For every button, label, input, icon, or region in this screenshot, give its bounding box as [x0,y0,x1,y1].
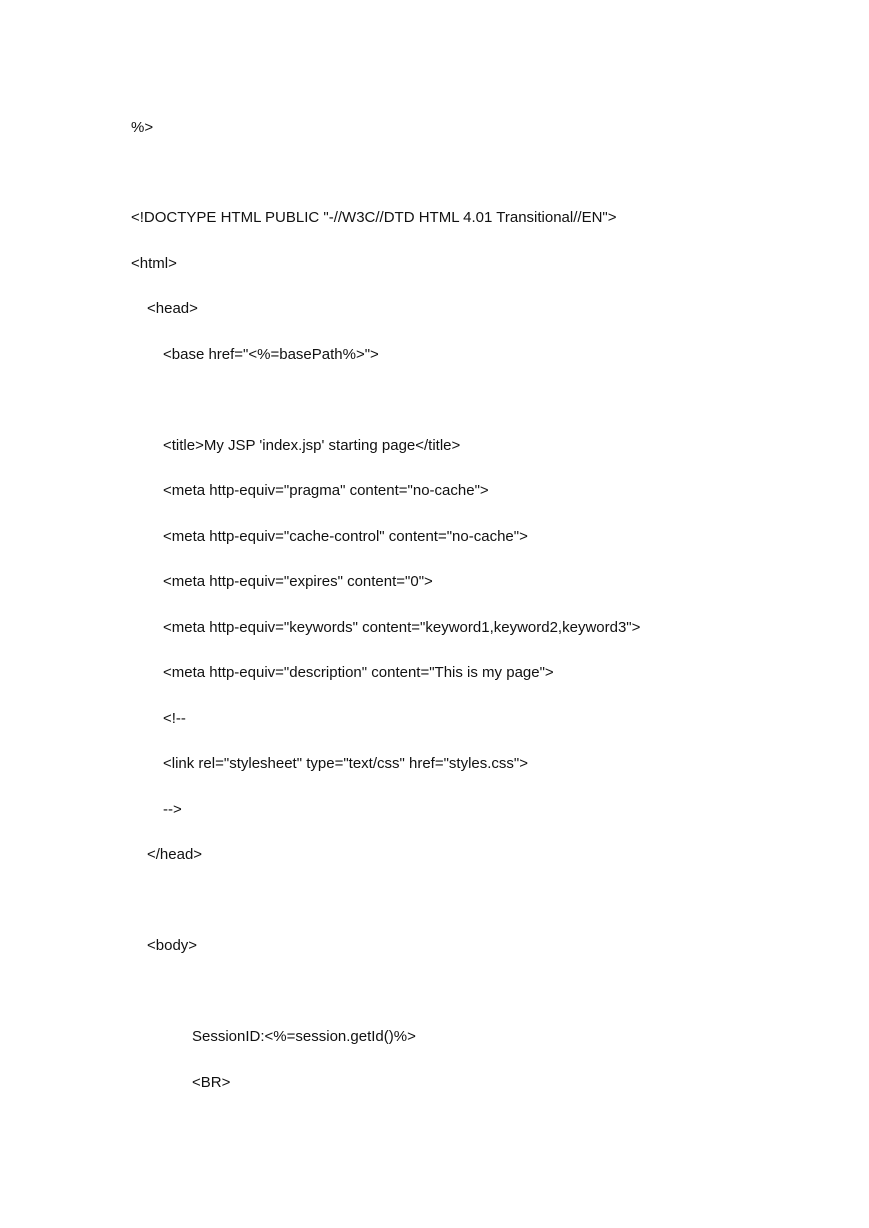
code-line: <html> [131,255,177,272]
code-line: <!DOCTYPE HTML PUBLIC "-//W3C//DTD HTML 4.01 Transitional//EN"> [131,209,617,226]
code-line: <meta http-equiv="description" content="This is my page"> [163,664,554,681]
code-line: <head> [147,300,198,317]
code-line: <BR> [192,1074,231,1091]
code-line: <meta http-equiv="cache-control" content="no-cache"> [163,528,528,545]
code-line: <body> [147,937,198,954]
code-line: </head> [147,846,203,863]
code-line: --> [163,801,182,818]
code-line: SessionID:<%=session.getId()%> [192,1028,416,1045]
code-line: <meta http-equiv="expires" content="0"> [163,573,433,590]
code-line: <meta http-equiv="pragma" content="no-cache"> [163,482,489,499]
code-line: <base href="<%=basePath%>"> [163,346,379,363]
code-line: <link rel="stylesheet" type="text/css" href="styles.css"> [163,755,529,772]
code-line: <!-- [163,710,186,727]
code-line: <title>My JSP 'index.jsp' starting page</title> [163,437,461,454]
code-line: <meta http-equiv="keywords" content="keyword1,keyword2,keyword3"> [163,619,641,636]
code-line: %> [131,119,154,136]
